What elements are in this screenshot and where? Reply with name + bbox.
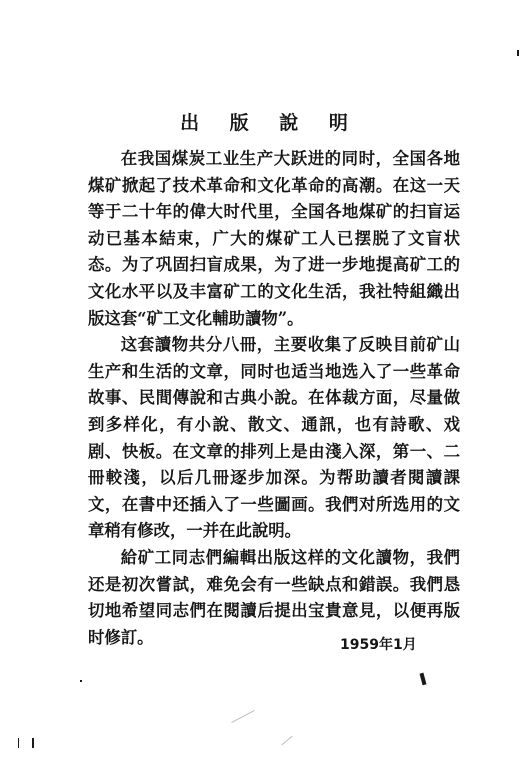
paper-scratch <box>281 736 292 746</box>
page-title: 出 版 說 明 <box>180 112 360 134</box>
ink-speck <box>517 50 519 56</box>
body-text <box>88 146 460 651</box>
paragraph-1: 在我国煤炭工业生产大跃进的同时，全国各地煤矿掀起了技术革命和文化革命的高潮。在这一天等于二十年的偉大时代里，全国各地煤矿的扫盲运动已基本結束，广大的煤矿工人已摆脱了文盲状态。为了巩固扫盲成果，为了进一步地提高矿工的文化水平以及丰富矿工的文化生活，我社特組織出版这套“矿工文化輔助讀物”。 <box>88 149 460 328</box>
publication-date: 1959年1月 <box>340 637 417 653</box>
paper-scratch <box>231 710 254 723</box>
paragraph-2: 这套讀物共分八冊，主要收集了反映目前矿山生产和生活的文章，同时也适当地选入了一些革命故事、民間傳說和古典小說。在体裁方面，尽量做到多样化，有小說、散文、通訊，也有詩歌、戏剧、快板。在文章的排列上是由淺入深，第一、二冊較淺，以后几冊逐步加深。为帮助讀者閱讀課文，在書中还插入了一些圖画。我們对所选用的文章稍有修改，一并在此說明。 <box>88 335 460 541</box>
ink-speck <box>420 673 427 686</box>
ink-speck <box>80 680 82 682</box>
ink-speck <box>32 738 34 748</box>
paragraph-3: 給矿工同志們編輯出版这样的文化讀物，我們还是初次嘗試，难免会有一些缺点和錯誤。我們恳切地希望同志們在閱讀后提出宝貴意見，以便再版时修訂。 <box>88 547 460 647</box>
ink-speck <box>18 738 19 748</box>
